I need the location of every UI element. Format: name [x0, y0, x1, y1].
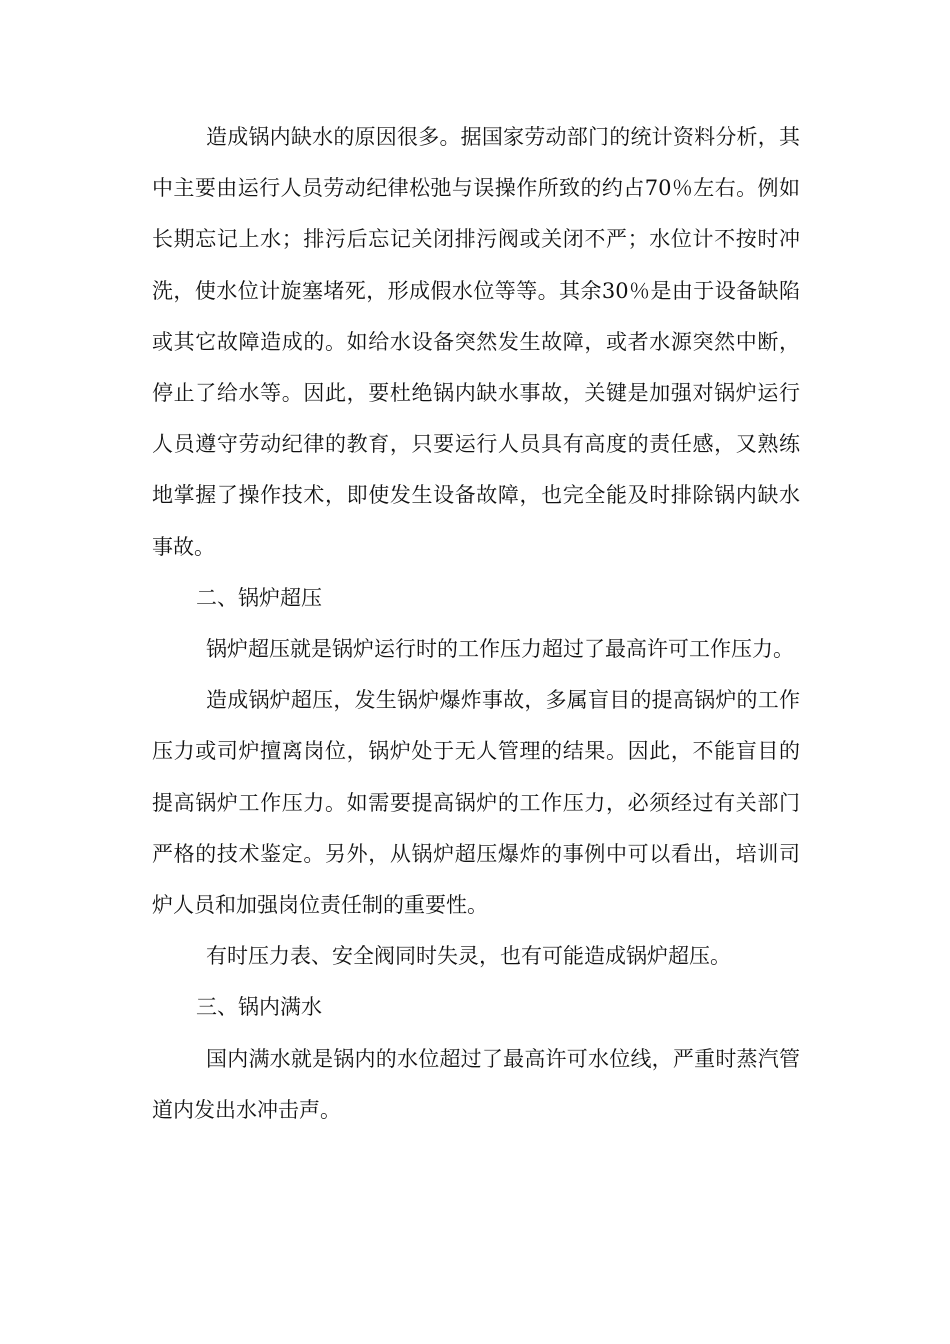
paragraph-overpressure-causes: 造成锅炉超压，发生锅炉爆炸事故，多属盲目的提高锅炉的工作压力或司炉擅离岗位，锅炉处于无人管理的结果。因此，不能盲目的提高锅炉工作压力。如需要提高锅炉的工作压力，必须经过有关部门严格的技术鉴定。另外，从锅炉超压爆炸的事例中可以看出，培训司炉人员和加强岗位责任制的重要性。	[152, 688, 800, 918]
paragraph-overflow-definition: 国内满水就是锅内的水位超过了最高许可水位线，严重时蒸汽管道内发出水冲击声。	[152, 1046, 800, 1122]
paragraph-overpressure-definition: 锅炉超压就是锅炉运行时的工作压力超过了最高许可工作压力。	[206, 637, 794, 662]
section-heading-water-overflow: 三、锅内满水	[196, 995, 322, 1020]
paragraph-water-shortage-causes: 造成锅内缺水的原因很多。据国家劳动部门的统计资料分析，其中主要由运行人员劳动纪律松弛与误操作所致的约占70％左右。例如长期忘记上水；排污后忘记关闭排污阀或关闭不严；水位计不按时冲洗，使水位计旋塞堵死，形成假水位等等。其余30％是由于设备缺陷或其它故障造成的。如给水设备突然发生故障，或者水源突然中断，停止了给水等。因此，要杜绝锅内缺水事故，关键是加强对锅炉运行人员遵守劳动纪律的教育，只要运行人员具有高度的责任感，又熟练地掌握了操作技术，即使发生设备故障，也完全能及时排除锅内缺水事故。	[152, 125, 800, 559]
paragraph-gauge-valve-failure: 有时压力表、安全阀同时失灵，也有可能造成锅炉超压。	[206, 944, 731, 969]
section-heading-boiler-overpressure: 二、锅炉超压	[196, 585, 322, 610]
document-body	[152, 112, 800, 1136]
